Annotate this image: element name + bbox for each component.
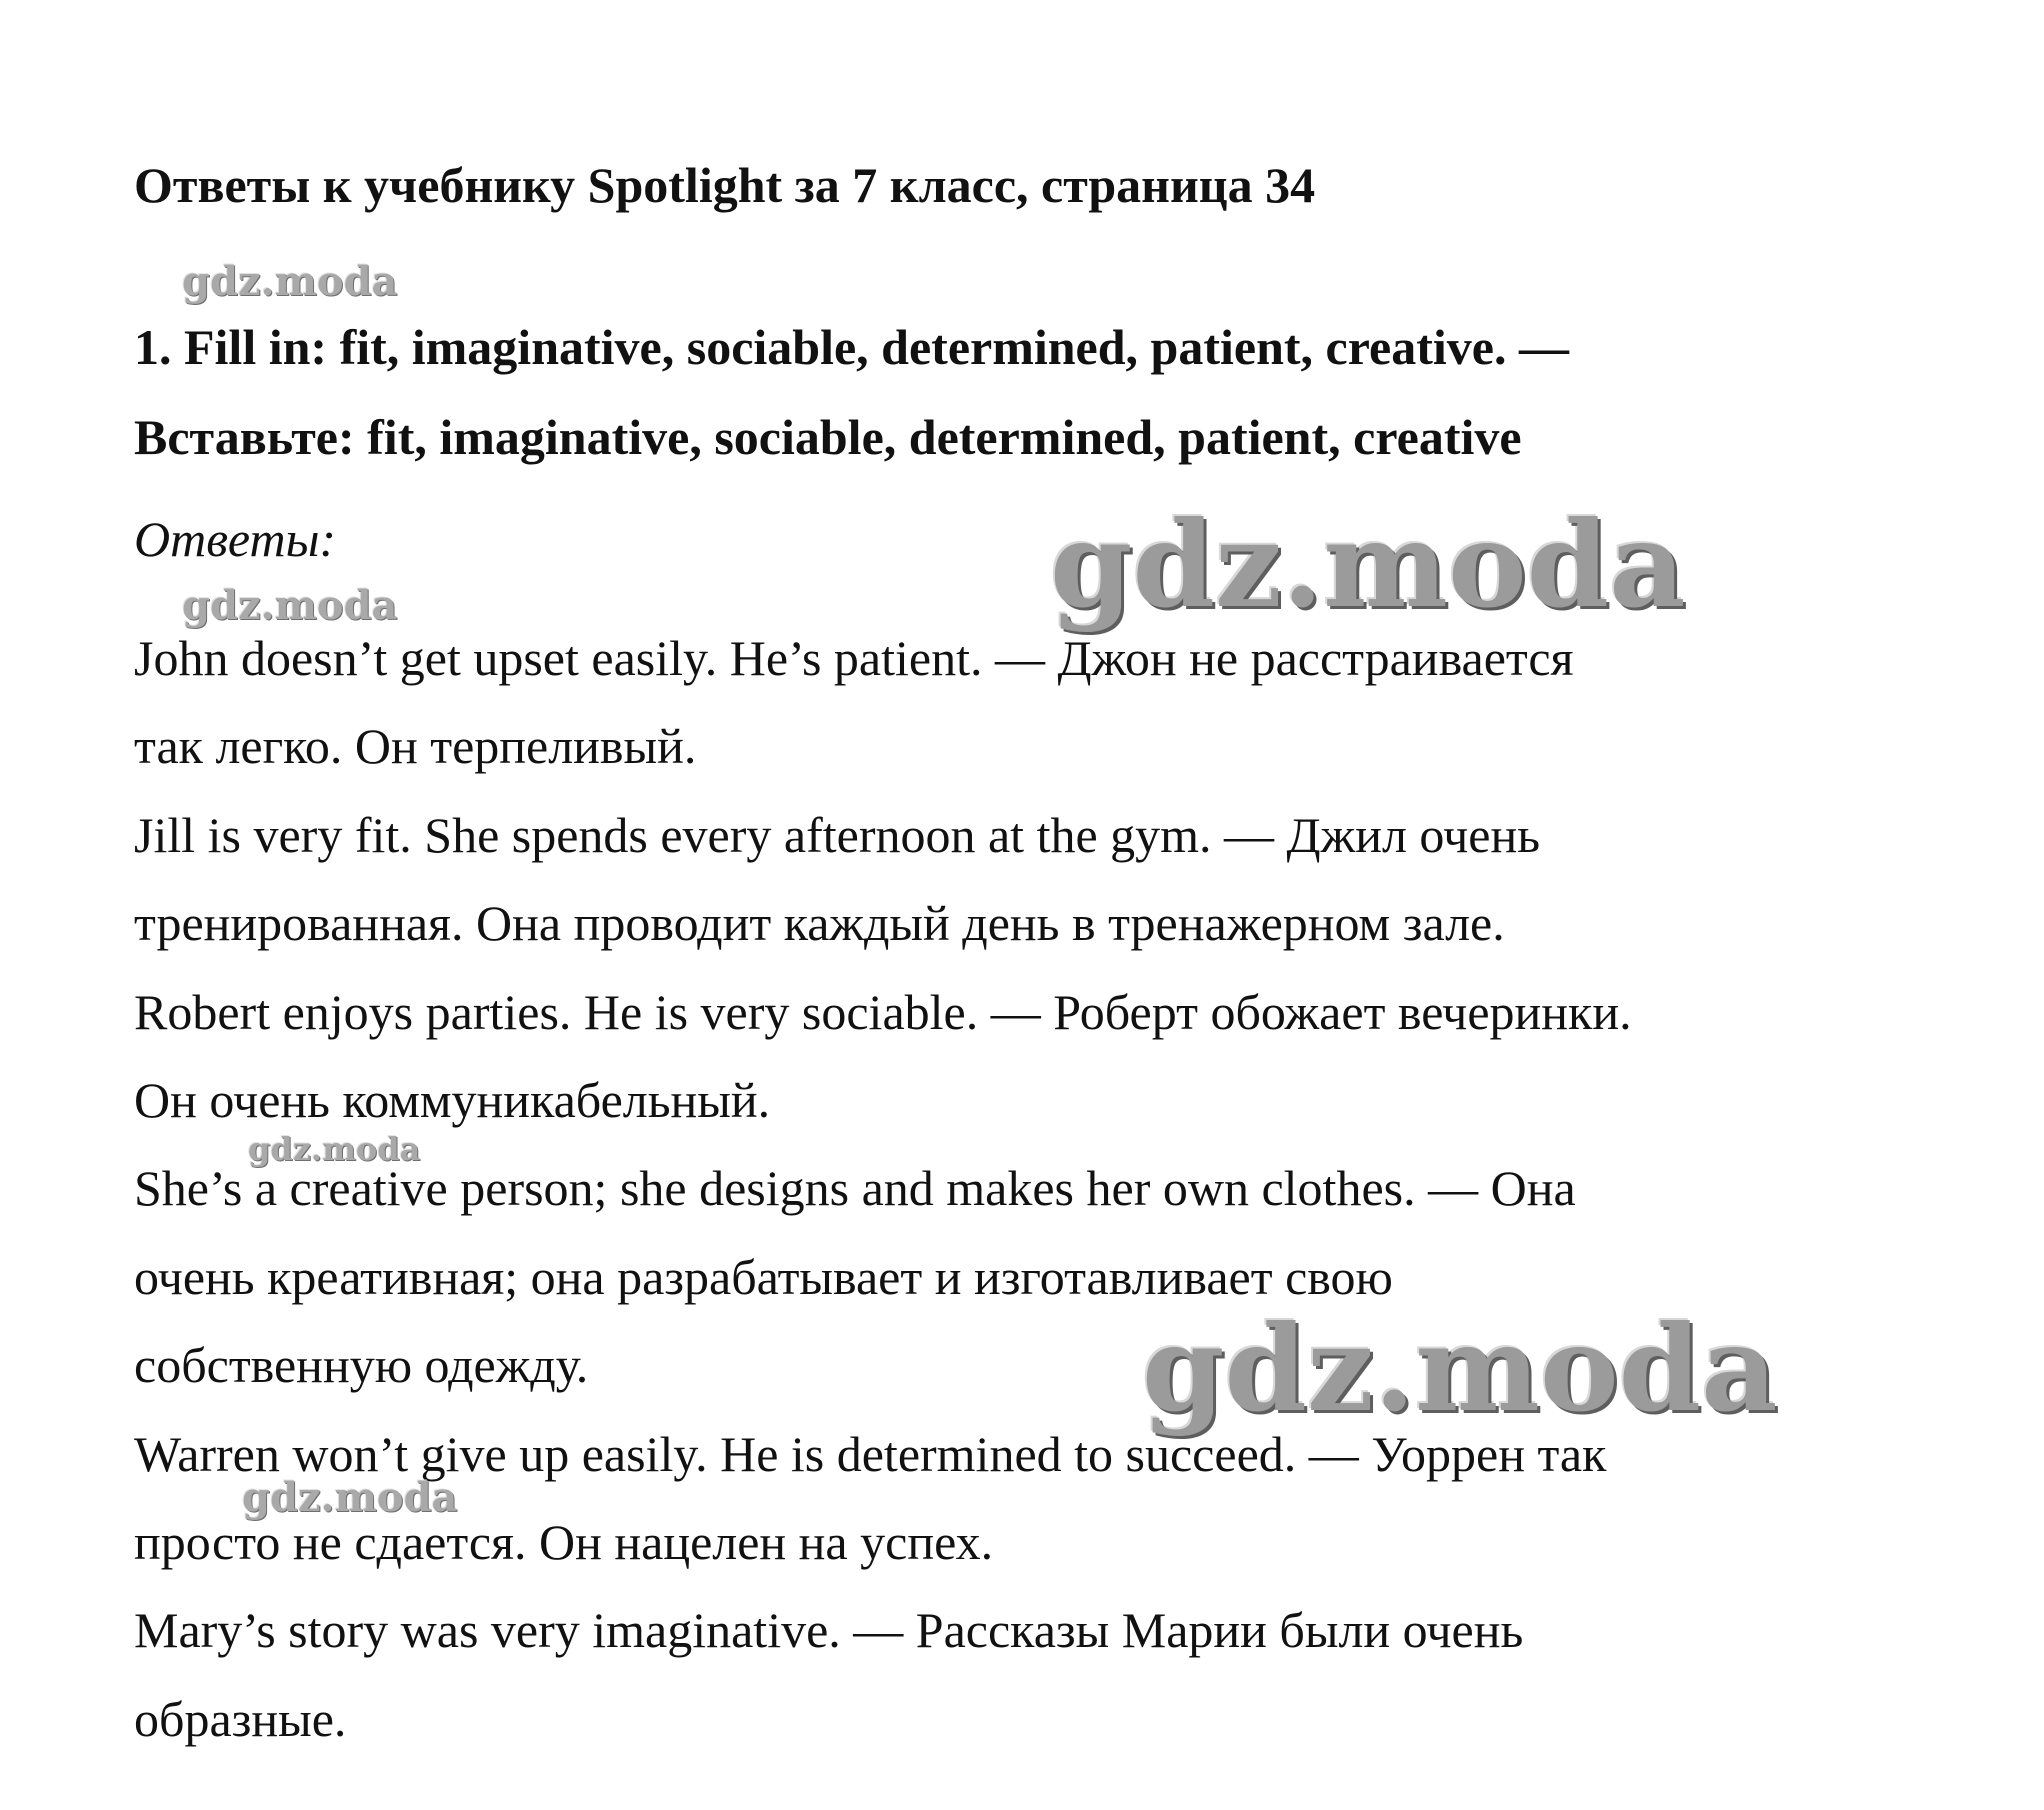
answer-line: собственную одежду. (134, 1337, 589, 1394)
answer-line: просто не сдается. Он нацелен на успех. (134, 1514, 994, 1571)
watermark: gdz.moda (182, 582, 398, 629)
task-heading-line-2: Вставьте: fit, imaginative, sociable, determined, patient, creative (134, 409, 1522, 465)
answers-list (134, 614, 1934, 1763)
watermark: gdz.moda (1050, 495, 1686, 634)
answer-line: Warren won’t give up easily. He is determined to succeed. — Уоррен так (134, 1425, 1607, 1482)
watermark: gdz.moda (242, 1474, 458, 1521)
answer-line: Robert enjoys parties. He is very sociable. — Роберт обожает вечеринки. (134, 983, 1632, 1040)
answer-line: Jill is very fit. She spends every afternoon at the gym. — Джил очень (134, 806, 1541, 863)
watermark: gdz.moda (248, 1130, 421, 1168)
task-heading (134, 302, 1894, 482)
watermark: gdz.moda (182, 258, 398, 305)
answers-label: Ответы: (134, 511, 337, 567)
answer-line: так легко. Он терпеливый. (134, 718, 697, 775)
answer-line: образные. (134, 1690, 347, 1747)
watermark: gdz.moda (1142, 1299, 1778, 1438)
answer-line: очень креативная; она разрабатывает и изготавливает свою (134, 1248, 1393, 1305)
answer-line: Mary’s story was very imaginative. — Рассказы Марии были очень (134, 1602, 1524, 1659)
answer-line: She’s a creative person; she designs and makes her own clothes. — Она (134, 1160, 1576, 1217)
answer-line: Он очень коммуникабельный. (134, 1072, 771, 1129)
task-heading-line-1: 1. Fill in: fit, imaginative, sociable, determined, patient, creative. — (134, 319, 1569, 375)
answer-line: тренированная. Она проводит каждый день в тренажерном зале. (134, 895, 1505, 952)
answer-line: John doesn’t get upset easily. He’s patient. — Джон не расстраивается (134, 630, 1574, 686)
page-title: Ответы к учебнику Spotlight за 7 класс, страница 34 (134, 157, 1316, 213)
